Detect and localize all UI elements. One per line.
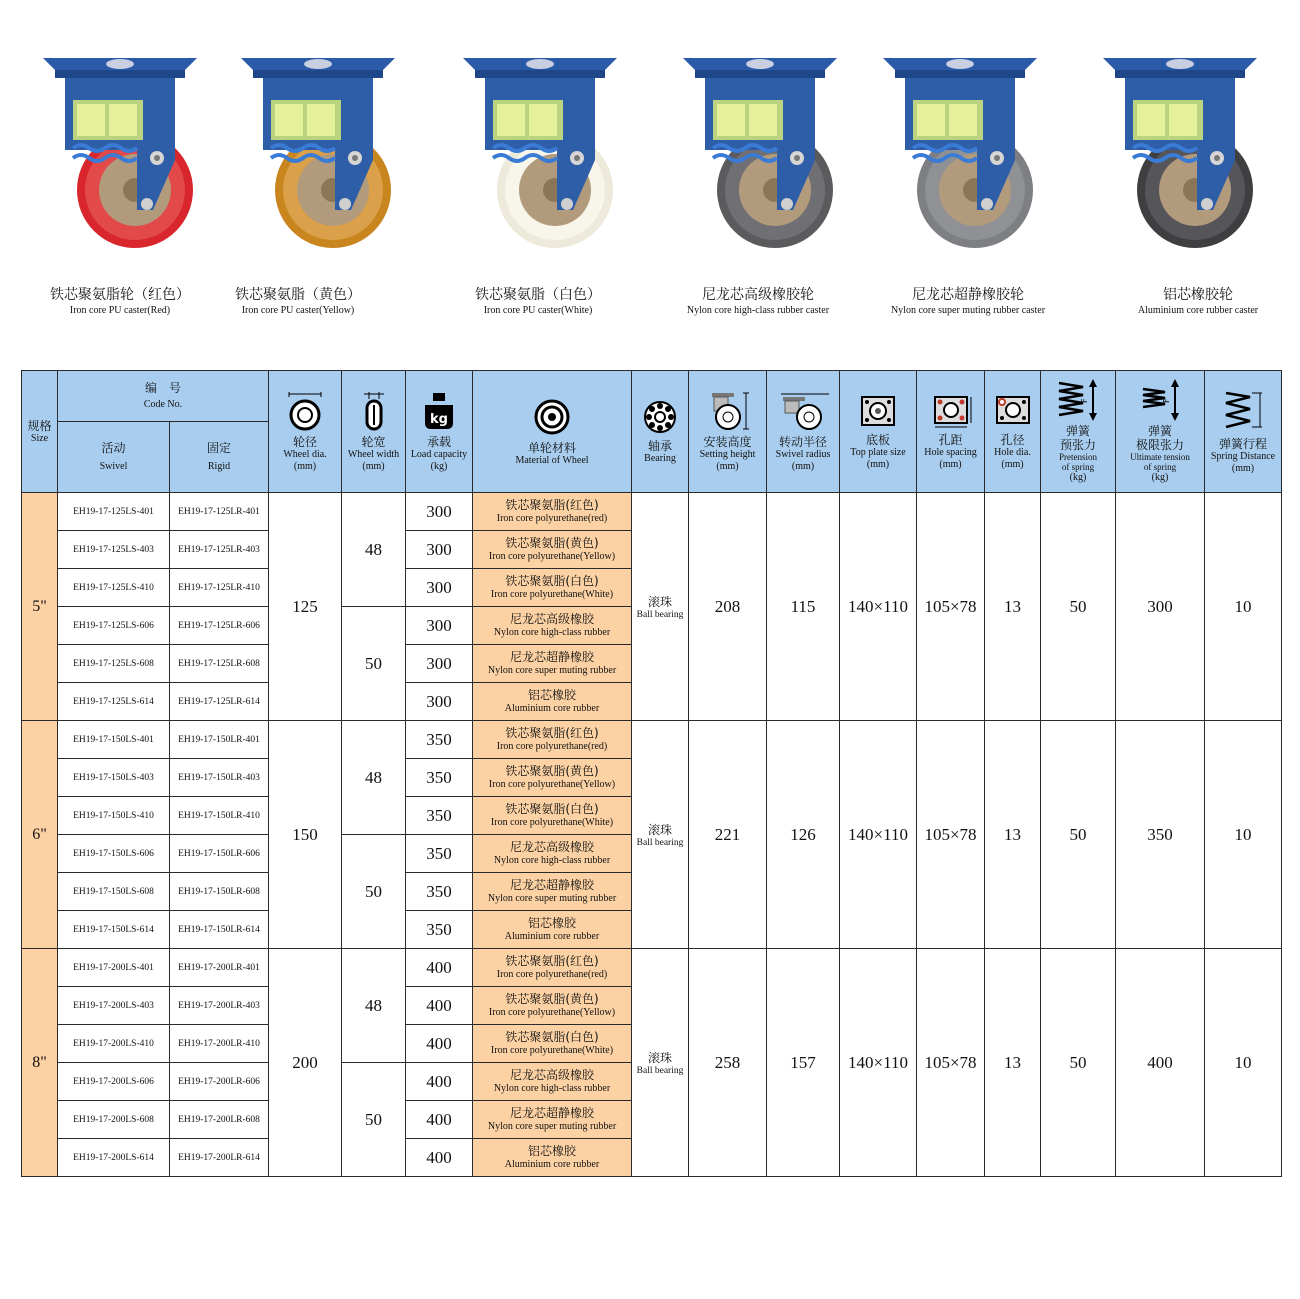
th-rigid: 固定 Rigid	[170, 422, 269, 493]
material-cell	[473, 1025, 632, 1063]
load-cell: 300	[406, 607, 473, 645]
material-cn: 铁芯聚氨脂(白色)	[505, 1030, 599, 1044]
rigid-code: EH19-17-125LR-410	[170, 569, 269, 607]
wheel-dia-icon	[285, 391, 325, 431]
load-cell: 350	[406, 835, 473, 873]
th-swivel-radius: 转动半径 Swivel radius (mm)	[767, 371, 840, 493]
material-en: Iron core polyurethane(Yellow)	[488, 551, 616, 562]
material-cn: 尼龙芯超静橡胶	[509, 650, 594, 664]
wheel-material-icon	[532, 397, 572, 437]
product-caption-cn: 尼龙芯超静橡胶轮	[912, 287, 1024, 303]
spec-table	[21, 370, 1282, 1177]
table-row	[22, 721, 1282, 759]
product-caption-cn: 铁芯聚氨脂轮（红色）	[50, 287, 190, 303]
swivel-code: EH19-17-150LS-608	[58, 873, 170, 911]
material-en: Nylon core super muting rubber	[487, 1121, 617, 1132]
swivel-code: EH19-17-125LS-410	[58, 569, 170, 607]
wheel-width-cell: 48	[342, 493, 406, 607]
material-en: Iron core polyurethane(Yellow)	[488, 779, 616, 790]
rigid-code: EH19-17-150LR-401	[170, 721, 269, 759]
rigid-code: EH19-17-125LR-608	[170, 645, 269, 683]
wheel-width-icon	[354, 391, 394, 431]
setting-height-cell: 221	[689, 721, 767, 949]
pretension-cell: 50	[1041, 493, 1116, 721]
pretension-cell: 50	[1041, 949, 1116, 1177]
product-image-3	[440, 40, 640, 250]
th-hole-spacing: 孔距 Hole spacing (mm)	[917, 371, 985, 493]
material-cn: 铝芯橡胶	[527, 916, 576, 930]
material-cell	[473, 1101, 632, 1139]
spring-pretension-icon	[1053, 379, 1103, 423]
product-caption-cn: 铁芯聚氨脂（白色）	[475, 287, 601, 303]
material-cn: 尼龙芯高级橡胶	[509, 840, 594, 854]
material-cell	[473, 645, 632, 683]
material-cell	[473, 721, 632, 759]
svg-text:F: F	[1162, 398, 1171, 403]
product-caption-en: Iron core PU caster(Yellow)	[241, 305, 355, 316]
hole-dia-cell: 13	[985, 721, 1041, 949]
swivel-code: EH19-17-125LS-401	[58, 493, 170, 531]
load-cell: 400	[406, 1101, 473, 1139]
th-bearing: 轴承 Bearing	[632, 371, 689, 493]
rigid-code: EH19-17-200LR-410	[170, 1025, 269, 1063]
material-cell	[473, 759, 632, 797]
load-cell: 300	[406, 683, 473, 721]
product-image-6	[1080, 40, 1280, 250]
wheel-dia-cell: 200	[269, 949, 342, 1177]
weight-kg-icon	[419, 391, 459, 431]
load-cell: 300	[406, 531, 473, 569]
product-image-2	[218, 40, 418, 250]
th-pretension: F 弹簧 预张力 Pretension of spring (kg)	[1041, 371, 1116, 493]
th-material: 单轮材料 Material of Wheel	[473, 371, 632, 493]
swivel-radius-cell: 126	[767, 721, 840, 949]
size-cell: 8"	[22, 949, 58, 1177]
material-cn: 尼龙芯超静橡胶	[509, 878, 594, 892]
setting-height-cell: 208	[689, 493, 767, 721]
material-cn: 铁芯聚氨脂(红色)	[505, 726, 599, 740]
material-en: Nylon core super muting rubber	[487, 665, 617, 676]
load-cell: 350	[406, 873, 473, 911]
table-row	[22, 949, 1282, 987]
caster-illustration	[445, 40, 635, 250]
th-code: 编 号 Code No.	[58, 371, 269, 422]
product-caption-en: Nylon core high-class rubber caster	[686, 305, 830, 316]
load-cell: 400	[406, 1139, 473, 1177]
wheel-width-cell: 50	[342, 607, 406, 721]
material-en: Iron core polyurethane(Yellow)	[488, 1007, 616, 1018]
caster-illustration	[25, 40, 215, 250]
product-strip	[0, 0, 1300, 330]
table-row	[22, 493, 1282, 531]
material-cell	[473, 1063, 632, 1101]
rigid-code: EH19-17-200LR-403	[170, 987, 269, 1025]
swivel-code: EH19-17-150LS-614	[58, 911, 170, 949]
material-en: Iron core polyurethane(White)	[490, 1045, 614, 1056]
material-cn: 铝芯橡胶	[527, 688, 576, 702]
rigid-code: EH19-17-125LR-614	[170, 683, 269, 721]
swivel-radius-icon	[773, 391, 833, 431]
material-cn: 铁芯聚氨脂(黄色)	[505, 536, 599, 550]
material-cn: 铁芯聚氨脂(红色)	[505, 498, 599, 512]
material-cn: 铁芯聚氨脂(黄色)	[505, 764, 599, 778]
rigid-code: EH19-17-200LR-608	[170, 1101, 269, 1139]
th-swivel: 活动 Swivel	[58, 422, 170, 493]
hole-dia-icon	[993, 393, 1033, 429]
hole-spacing-cell: 105×78	[917, 493, 985, 721]
swivel-code: EH19-17-150LS-410	[58, 797, 170, 835]
material-cn: 铁芯聚氨脂(黄色)	[505, 992, 599, 1006]
top-plate-cell: 140×110	[840, 493, 917, 721]
material-en: Iron core polyurethane(red)	[496, 741, 608, 752]
rigid-code: EH19-17-125LR-606	[170, 607, 269, 645]
load-cell: 300	[406, 493, 473, 531]
pretension-cell: 50	[1041, 721, 1116, 949]
top-plate-cell: 140×110	[840, 721, 917, 949]
product-caption-cn: 铁芯聚氨脂（黄色）	[235, 287, 361, 303]
top-plate-icon	[858, 393, 898, 429]
th-load: kg 承载 Load capacity (kg)	[406, 371, 473, 493]
swivel-code: EH19-17-125LS-403	[58, 531, 170, 569]
svg-text:kg: kg	[430, 411, 448, 427]
load-cell: 300	[406, 569, 473, 607]
bearing-en: Ball bearing	[636, 1066, 684, 1076]
swivel-code: EH19-17-200LS-608	[58, 1101, 170, 1139]
th-wheel-dia: 轮径 Wheel dia. (mm)	[269, 371, 342, 493]
material-en: Nylon core high-class rubber	[493, 855, 611, 866]
material-cell	[473, 949, 632, 987]
material-en: Nylon core super muting rubber	[487, 893, 617, 904]
product-caption-en: Aluminium core rubber caster	[1137, 305, 1259, 316]
swivel-code: EH19-17-150LS-606	[58, 835, 170, 873]
material-cell	[473, 607, 632, 645]
material-cell	[473, 873, 632, 911]
th-size: 规格 Size	[22, 371, 58, 493]
material-cn: 尼龙芯高级橡胶	[509, 612, 594, 626]
caster-illustration	[1085, 40, 1275, 250]
hole-dia-cell: 13	[985, 493, 1041, 721]
swivel-radius-cell: 157	[767, 949, 840, 1177]
wheel-dia-cell: 150	[269, 721, 342, 949]
caster-illustration	[665, 40, 855, 250]
bearing-cell	[632, 493, 689, 721]
rigid-code: EH19-17-150LR-410	[170, 797, 269, 835]
th-setting-height: 安装高度 Setting height (mm)	[689, 371, 767, 493]
load-cell: 350	[406, 721, 473, 759]
swivel-code: EH19-17-200LS-606	[58, 1063, 170, 1101]
bearing-cell	[632, 721, 689, 949]
material-cell	[473, 835, 632, 873]
th-hole-dia: 孔径 Hole dia. (mm)	[985, 371, 1041, 493]
material-cn: 铝芯橡胶	[527, 1144, 576, 1158]
material-cell	[473, 493, 632, 531]
material-en: Aluminium core rubber	[504, 703, 600, 714]
material-en: Nylon core high-class rubber	[493, 627, 611, 638]
load-cell: 350	[406, 759, 473, 797]
wheel-width-cell: 50	[342, 1063, 406, 1177]
rigid-code: EH19-17-200LR-401	[170, 949, 269, 987]
spring-distance-cell: 10	[1205, 721, 1282, 949]
ultimate-tension-cell: 350	[1116, 721, 1205, 949]
swivel-code: EH19-17-200LS-614	[58, 1139, 170, 1177]
product-caption-en: Nylon core super muting rubber caster	[890, 305, 1046, 316]
product-caption-en: Iron core PU caster(Red)	[69, 305, 171, 316]
rigid-code: EH19-17-200LR-614	[170, 1139, 269, 1177]
load-cell: 400	[406, 987, 473, 1025]
material-cn: 尼龙芯高级橡胶	[509, 1068, 594, 1082]
rigid-code: EH19-17-150LR-614	[170, 911, 269, 949]
material-cell	[473, 683, 632, 721]
material-cell	[473, 569, 632, 607]
rigid-code: EH19-17-200LR-606	[170, 1063, 269, 1101]
load-cell: 400	[406, 1025, 473, 1063]
rigid-code: EH19-17-150LR-606	[170, 835, 269, 873]
ball-bearing-icon	[642, 399, 678, 435]
hole-spacing-cell: 105×78	[917, 949, 985, 1177]
material-en: Iron core polyurethane(red)	[496, 969, 608, 980]
load-cell: 400	[406, 1063, 473, 1101]
bearing-en: Ball bearing	[636, 838, 684, 848]
product-image-4	[660, 40, 860, 250]
material-en: Aluminium core rubber	[504, 1159, 600, 1170]
spring-distance-cell: 10	[1205, 493, 1282, 721]
hole-spacing-cell: 105×78	[917, 721, 985, 949]
setting-height-icon	[698, 391, 758, 431]
swivel-code: EH19-17-125LS-606	[58, 607, 170, 645]
material-en: Iron core polyurethane(White)	[490, 589, 614, 600]
spring-distance-icon	[1218, 389, 1268, 433]
size-cell: 5"	[22, 493, 58, 721]
material-en: Iron core polyurethane(White)	[490, 817, 614, 828]
th-wheel-width: 轮宽 Wheel width (mm)	[342, 371, 406, 493]
product-image-5	[860, 40, 1060, 250]
rigid-code: EH19-17-125LR-403	[170, 531, 269, 569]
spring-ultimate-icon	[1135, 379, 1185, 423]
spring-distance-cell: 10	[1205, 949, 1282, 1177]
bearing-cn: 滚珠	[647, 823, 672, 837]
swivel-code: EH19-17-125LS-614	[58, 683, 170, 721]
material-cell	[473, 797, 632, 835]
material-en: Aluminium core rubber	[504, 931, 600, 942]
wheel-width-cell: 50	[342, 835, 406, 949]
ultimate-tension-cell: 400	[1116, 949, 1205, 1177]
load-cell: 400	[406, 949, 473, 987]
material-cell	[473, 987, 632, 1025]
material-cell	[473, 1139, 632, 1177]
wheel-width-cell: 48	[342, 721, 406, 835]
rigid-code: EH19-17-125LR-401	[170, 493, 269, 531]
swivel-code: EH19-17-200LS-410	[58, 1025, 170, 1063]
size-cell: 6"	[22, 721, 58, 949]
load-cell: 350	[406, 911, 473, 949]
caster-illustration	[865, 40, 1055, 250]
product-caption-en: Iron core PU caster(White)	[483, 305, 593, 316]
swivel-code: EH19-17-200LS-403	[58, 987, 170, 1025]
hole-dia-cell: 13	[985, 949, 1041, 1177]
rigid-code: EH19-17-150LR-608	[170, 873, 269, 911]
ultimate-tension-cell: 300	[1116, 493, 1205, 721]
th-top-plate: 底板 Top plate size (mm)	[840, 371, 917, 493]
bearing-cn: 滚珠	[647, 595, 672, 609]
material-cn: 铁芯聚氨脂(白色)	[505, 574, 599, 588]
wheel-width-cell: 48	[342, 949, 406, 1063]
material-cell	[473, 911, 632, 949]
material-cn: 铁芯聚氨脂(白色)	[505, 802, 599, 816]
setting-height-cell: 258	[689, 949, 767, 1177]
load-cell: 350	[406, 797, 473, 835]
swivel-radius-cell: 115	[767, 493, 840, 721]
svg-text:F: F	[1080, 398, 1089, 403]
hole-spacing-icon	[929, 393, 973, 429]
wheel-dia-cell: 125	[269, 493, 342, 721]
top-plate-cell: 140×110	[840, 949, 917, 1177]
caster-illustration	[223, 40, 413, 250]
product-caption-cn: 尼龙芯高级橡胶轮	[702, 287, 814, 303]
bearing-cn: 滚珠	[647, 1051, 672, 1065]
swivel-code: EH19-17-150LS-403	[58, 759, 170, 797]
material-cell	[473, 531, 632, 569]
swivel-code: EH19-17-125LS-608	[58, 645, 170, 683]
bearing-en: Ball bearing	[636, 610, 684, 620]
material-en: Iron core polyurethane(red)	[496, 513, 608, 524]
rigid-code: EH19-17-150LR-403	[170, 759, 269, 797]
swivel-code: EH19-17-150LS-401	[58, 721, 170, 759]
th-spring-distance: 弹簧行程 Spring Distance (mm)	[1205, 371, 1282, 493]
material-cn: 尼龙芯超静橡胶	[509, 1106, 594, 1120]
product-image-1	[20, 40, 220, 250]
load-cell: 300	[406, 645, 473, 683]
product-caption-cn: 铝芯橡胶轮	[1163, 287, 1233, 303]
bearing-cell	[632, 949, 689, 1177]
th-ultimate: F 弹簧 极限张力 Ultimate tension of spring (kg)	[1116, 371, 1205, 493]
material-en: Nylon core high-class rubber	[493, 1083, 611, 1094]
material-cn: 铁芯聚氨脂(红色)	[505, 954, 599, 968]
swivel-code: EH19-17-200LS-401	[58, 949, 170, 987]
